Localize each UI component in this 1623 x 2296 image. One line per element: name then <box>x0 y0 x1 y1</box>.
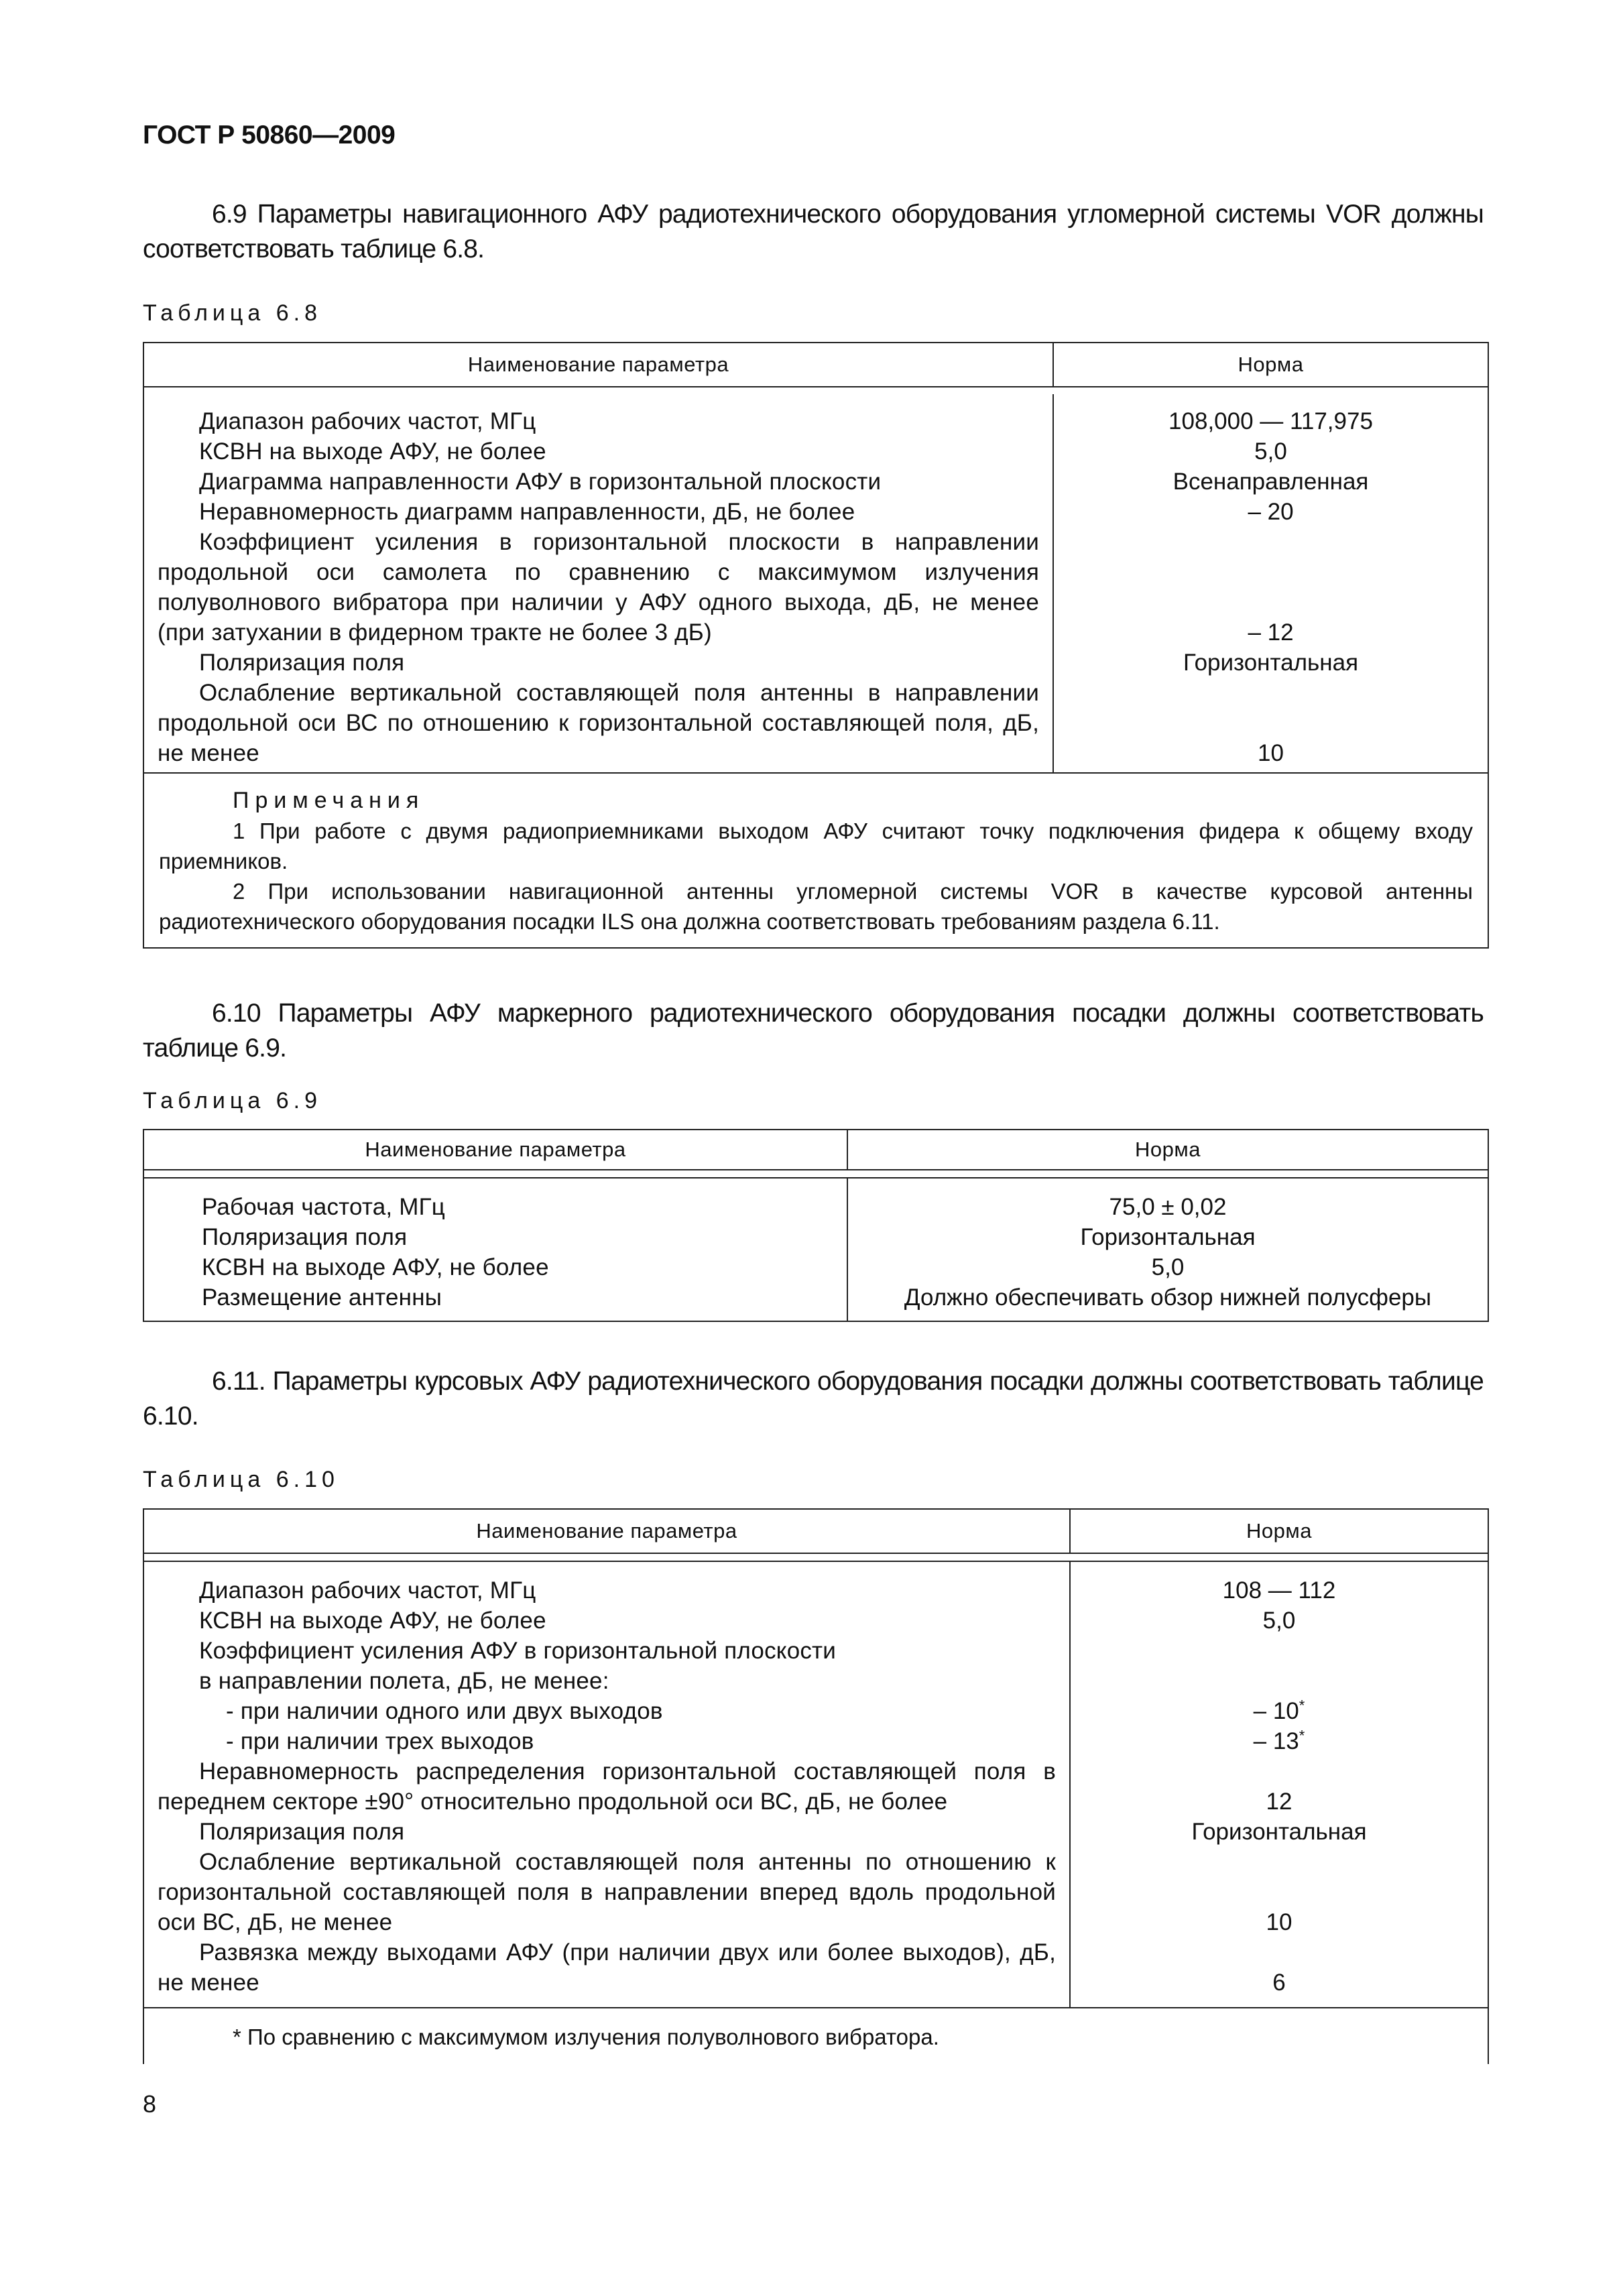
name-column <box>144 1562 1071 2007</box>
page-number: 8 <box>143 2090 157 2118</box>
name-column <box>144 394 1054 772</box>
table-row-norm: 6 <box>1272 1970 1286 1996</box>
table-row-name: Рабочая частота, МГц <box>202 1194 446 1220</box>
notes-title: Примечания <box>233 788 425 813</box>
norm-column <box>1054 394 1488 772</box>
table-row-name: - при наличии одного или двух выходов <box>226 1698 663 1724</box>
table-header <box>144 343 1488 387</box>
table-row-name: Диаграмма направленности АФУ в горизонтальной плоскости <box>199 469 882 495</box>
table-row-name: Неравномерность диаграмм направленности, дБ, не более <box>199 499 855 525</box>
table-row-norm: Горизонтальная <box>1183 650 1359 676</box>
table-row-norm: – 20 <box>1248 499 1294 525</box>
norm-column <box>1071 1562 1488 2007</box>
column-header-norm: Норма <box>1246 1519 1312 1543</box>
table-spacer <box>144 387 1488 394</box>
note-item: 2 При использовании навигационной антенны угломерной системы VOR в качестве курсовой антенны радиотехнического оборудования посадки ILS она должна соответствовать требованиям раздела 6.11. <box>159 879 1473 934</box>
table-notes <box>144 772 1488 947</box>
table-row-name: КСВН на выходе АФУ, не более <box>202 1254 549 1280</box>
table-row-norm: Всенаправленная <box>1173 469 1369 495</box>
section-6-10-paragraph: 6.10 Параметры АФУ маркерного радиотехнического оборудования посадки должны соответствовать таблице 6.9. <box>143 999 1484 1063</box>
table-row-norm: Горизонтальная <box>1191 1819 1367 1845</box>
table-body <box>144 1561 1488 2007</box>
table-row-name: Диапазон рабочих частот, МГц <box>199 1577 536 1604</box>
table-row-norm: 5,0 <box>1254 438 1287 465</box>
table-row-norm: 108 — 112 <box>1222 1577 1336 1604</box>
table-body <box>144 394 1488 772</box>
table-row-name: Неравномерность распределения горизонтальной составляющей поля в переднем секторе ±90° относительно продольной оси ВС, дБ, не более <box>158 1758 1056 1815</box>
column-header-name: Наименование параметра <box>144 1130 848 1169</box>
table-row-norm: 12 <box>1266 1789 1293 1815</box>
table-row-norm: 10 <box>1266 1909 1293 1935</box>
table-row-name: Коэффициент усиления в горизонтальной плоскости в направлении продольной оси самолета по сравнению с максимумом излучения полуволнового вибратора при наличии у АФУ одного выхода, дБ, не менее (при затухании в фидерном тракте не более 3 дБ) <box>158 529 1039 646</box>
table-row-norm: – 12 <box>1248 619 1294 646</box>
name-column <box>144 1179 848 1321</box>
table-row-name: Развязка между выходами АФУ (при наличии двух или более выходов), дБ, не менее <box>158 1939 1056 1996</box>
table-row-name: Поляризация поля <box>199 1819 405 1845</box>
document-header: ГОСТ Р 50860—2009 <box>143 121 396 149</box>
table-row-norm: Должно обеспечивать обзор нижней полусферы <box>904 1284 1432 1311</box>
table-row-name: Поляризация поля <box>199 650 405 676</box>
footnote-mark: * <box>1299 1697 1305 1714</box>
table-body <box>144 1177 1488 1321</box>
table-row-name: Диапазон рабочих частот, МГц <box>199 408 536 434</box>
table-row-name: КСВН на выходе АФУ, не более <box>199 438 546 465</box>
table-row-name: Поляризация поля <box>202 1224 408 1250</box>
table-6-9 <box>143 1129 1489 1322</box>
column-header-norm: Норма <box>1135 1138 1201 1161</box>
table-6-10-caption: Таблица 6.10 <box>143 1467 339 1492</box>
table-6-8-caption: Таблица 6.8 <box>143 300 322 326</box>
column-header-name: Наименование параметра <box>144 343 1054 386</box>
table-6-9-caption: Таблица 6.9 <box>143 1088 322 1113</box>
column-header-name: Наименование параметра <box>144 1510 1071 1553</box>
footnote-mark: * <box>1299 1727 1305 1744</box>
table-row-norm: 5,0 <box>1262 1608 1296 1634</box>
table-header <box>144 1510 1488 1554</box>
note-item: 1 При работе с двумя радиоприемниками выходом АФУ считают точку подключения фидера к общему входу приемников. <box>159 819 1473 873</box>
table-6-8 <box>143 342 1489 949</box>
table-row-name: КСВН на выходе АФУ, не более <box>199 1608 546 1634</box>
table-row-norm: 5,0 <box>1151 1254 1185 1280</box>
table-row-name: в направлении полета, дБ, не менее: <box>199 1668 609 1694</box>
table-row-norm-empty <box>1071 1636 1488 1696</box>
table-row-name: Ослабление вертикальной составляющей поля антенны по отношению к горизонтальной составляющей поля в направлении вперед вдоль продольной оси ВС, дБ, не менее <box>158 1849 1056 1935</box>
table-row-norm <box>1071 1726 1488 1756</box>
table-6-10 <box>143 1508 1489 2064</box>
table-row-name: Ослабление вертикальной составляющей поля антенны в направлении продольной оси ВС по отношению к горизонтальной составляющей поля, дБ, не менее <box>158 680 1039 766</box>
norm-value: – 10 <box>1253 1698 1299 1724</box>
table-footnote: * По сравнению с максимумом излучения полуволнового вибратора. <box>144 2007 1488 2064</box>
section-6-9-paragraph: 6.9 Параметры навигационного АФУ радиотехнического оборудования угломерной системы VOR должны соответствовать таблице 6.8. <box>143 200 1484 263</box>
table-row-norm <box>1071 1696 1488 1726</box>
table-row-norm: Горизонтальная <box>1080 1224 1256 1250</box>
table-row-norm: 108,000 — 117,975 <box>1168 408 1373 434</box>
column-header-norm: Норма <box>1238 353 1304 376</box>
table-row-norm: 75,0 ± 0,02 <box>1109 1194 1227 1220</box>
norm-value: – 13 <box>1253 1728 1299 1754</box>
table-row-name: - при наличии трех выходов <box>226 1728 534 1754</box>
norm-column <box>848 1179 1488 1321</box>
table-row-name: Коэффициент усиления АФУ в горизонтальной плоскости <box>199 1638 837 1664</box>
table-header <box>144 1130 1488 1170</box>
table-row-name: Размещение антенны <box>202 1284 442 1311</box>
table-row-norm: 10 <box>1258 740 1284 766</box>
section-6-11-paragraph: 6.11. Параметры курсовых АФУ радиотехнического оборудования посадки должны соответствовать таблице 6.10. <box>143 1367 1484 1431</box>
